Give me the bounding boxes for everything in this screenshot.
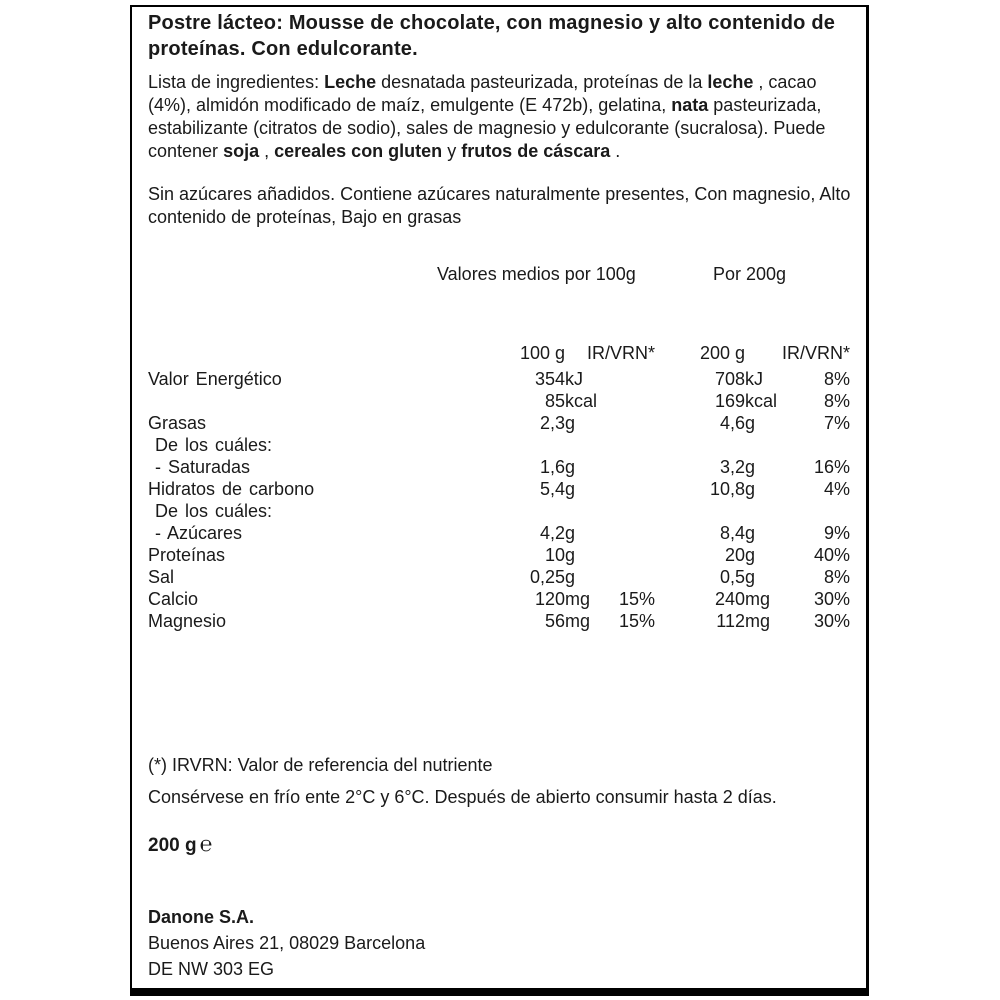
value-100g-unit: mg <box>565 611 591 631</box>
ingredients-paragraph <box>148 71 854 163</box>
irvrn-footnote: (*) IRVRN: Valor de referencia del nutriente <box>148 755 493 775</box>
ingredients-text: , cacao (4%), almidón modificado de maíz, emulgente (E 472b), gelatina, <box>148 72 817 115</box>
nutrient-label <box>132 390 442 412</box>
value-100g-unit: g <box>565 457 576 477</box>
value-100g-number: 4,2 <box>539 523 565 543</box>
value-100g-unit: kJ <box>565 369 583 389</box>
value-200g-number: 3,2 <box>719 457 745 477</box>
value-100g-number <box>442 434 565 456</box>
allergen-bold-text: leche <box>707 72 754 92</box>
value-200g-unit <box>745 434 781 456</box>
allergen-bold-text: Leche <box>324 72 377 92</box>
ingredients-text: , <box>259 141 275 161</box>
nutrition-row <box>132 566 866 588</box>
product-title: Postre lácteo: Mousse de chocolate, con magnesio y alto contenido de proteínas. Con edulcorante. <box>148 12 836 60</box>
value-200g-unit: g <box>745 523 756 543</box>
irvrn-100g-percent <box>605 412 655 434</box>
irvrn-200g-percent: 40% <box>813 545 850 565</box>
ingredients-text: y <box>442 141 462 161</box>
value-200g-number <box>655 500 745 522</box>
value-200g-unit: g <box>745 545 756 565</box>
irvrn-200g-percent: 8% <box>823 567 850 587</box>
irvrn-100g-percent <box>605 522 655 544</box>
nutrition-row <box>132 610 866 632</box>
value-200g-unit: g <box>745 567 756 587</box>
allergen-bold-text: cereales con gluten <box>274 141 443 161</box>
irvrn-200g-percent: 9% <box>823 523 850 543</box>
irvrn-200g-percent: 30% <box>813 611 850 631</box>
value-200g-unit <box>745 500 781 522</box>
allergen-bold-text: nata <box>671 95 709 115</box>
value-100g-unit: g <box>565 545 576 565</box>
estimated-sign: ℮ <box>199 833 213 856</box>
nutrient-label: Calcio <box>148 589 199 609</box>
allergen-bold-text: soja <box>223 141 260 161</box>
value-200g-number: 0,5 <box>719 567 745 587</box>
allergen-bold-text: frutos de cáscara <box>461 141 611 161</box>
nutrition-row <box>132 456 866 478</box>
value-200g-unit: kcal <box>745 391 778 411</box>
header-irvrn-100g: IR/VRN* <box>586 343 655 363</box>
nutrient-label: Magnesio <box>148 611 227 631</box>
ingredients-text: desnatada pasteurizada, proteínas de la <box>376 72 708 92</box>
nutrient-label: Proteínas <box>148 545 226 565</box>
nutrient-label: - Azúcares <box>155 523 243 543</box>
nutrient-label: De los cuáles: <box>155 435 273 455</box>
nutrition-row <box>132 588 866 610</box>
nutrition-row <box>132 412 866 434</box>
irvrn-200g-percent: 8% <box>823 369 850 389</box>
nutrient-label: Valor Energético <box>148 369 282 389</box>
irvrn-200g-percent: 8% <box>823 391 850 411</box>
value-200g-number <box>655 434 745 456</box>
per-200g-group-header: Por 200g <box>713 264 787 284</box>
nutrition-row <box>132 368 866 390</box>
claims-paragraph: Sin azúcares añadidos. Contiene azúcares naturalmente presentes, Con magnesio, Alto contenido de proteínas, Bajo en grasas <box>148 184 851 227</box>
per-100g-group-header: Valores medios por 100g <box>437 264 636 284</box>
irvrn-200g-percent <box>781 434 850 456</box>
value-200g-number: 20 <box>724 545 745 565</box>
value-100g-unit: g <box>565 523 576 543</box>
manufacturer-address: Buenos Aires 21, 08029 Barcelona <box>148 933 426 953</box>
irvrn-200g-percent: 4% <box>823 479 850 499</box>
value-200g-number: 8,4 <box>719 523 745 543</box>
irvrn-100g-percent <box>605 368 655 390</box>
value-200g-unit: g <box>745 457 756 477</box>
value-200g-number: 10,8 <box>709 479 745 499</box>
value-100g-unit <box>565 500 605 522</box>
value-100g-unit: g <box>565 479 576 499</box>
value-200g-unit: mg <box>745 611 771 631</box>
nutrition-table <box>132 343 866 632</box>
value-100g-number <box>442 500 565 522</box>
value-100g-number: 120 <box>534 589 565 609</box>
irvrn-100g-percent <box>605 390 655 412</box>
nutrition-header-row <box>132 343 866 368</box>
header-irvrn-200g: IR/VRN* <box>781 343 850 363</box>
value-200g-unit: mg <box>745 589 771 609</box>
irvrn-100g-percent <box>605 478 655 500</box>
irvrn-100g-percent: 15% <box>618 589 655 609</box>
ingredients-text: Lista de ingredientes: <box>148 72 325 92</box>
nutrient-label: Sal <box>148 567 175 587</box>
value-200g-unit: g <box>745 479 756 499</box>
irvrn-100g-percent <box>605 456 655 478</box>
nutrition-row <box>132 544 866 566</box>
nutrient-label: - Saturadas <box>155 457 251 477</box>
storage-instructions: Consérvese en frío ente 2°C y 6°C. Después de abierto consumir hasta 2 días. <box>148 787 777 807</box>
manufacturer-name: Danone S.A. <box>148 907 255 927</box>
value-200g-number: 169 <box>714 391 745 411</box>
header-amount-200g: 200 g <box>699 343 745 363</box>
irvrn-100g-percent <box>605 434 655 456</box>
value-200g-number: 708 <box>714 369 745 389</box>
manufacturer-code: DE NW 303 EG <box>148 959 275 979</box>
value-100g-unit: g <box>565 413 576 433</box>
nutrition-row <box>132 500 866 522</box>
value-200g-unit: g <box>745 413 756 433</box>
label-border-box <box>130 5 869 996</box>
net-weight-value: 200 g <box>148 835 197 856</box>
value-100g-number: 354 <box>534 369 565 389</box>
value-100g-unit: kcal <box>565 391 598 411</box>
value-100g-number: 85 <box>544 391 565 411</box>
value-200g-number: 240 <box>714 589 745 609</box>
manufacturer-block <box>148 904 425 982</box>
ingredients-text: . <box>610 141 621 161</box>
net-weight <box>148 833 212 857</box>
value-100g-unit <box>565 434 605 456</box>
header-amount-100g: 100 g <box>519 343 565 363</box>
nutrient-label: Grasas <box>148 413 207 433</box>
value-100g-number: 5,4 <box>539 479 565 499</box>
value-200g-unit: kJ <box>745 369 763 389</box>
value-100g-unit: mg <box>565 589 591 609</box>
nutrition-row <box>132 522 866 544</box>
nutrition-row <box>132 478 866 500</box>
nutrient-label: Hidratos de carbono <box>148 479 315 499</box>
irvrn-200g-percent: 30% <box>813 589 850 609</box>
nutrition-row <box>132 434 866 456</box>
value-200g-number: 112 <box>716 611 745 631</box>
irvrn-200g-percent: 16% <box>813 457 850 477</box>
value-100g-number: 2,3 <box>539 413 565 433</box>
header-spacer <box>132 343 442 368</box>
irvrn-100g-percent <box>605 544 655 566</box>
nutrient-label: De los cuáles: <box>155 501 273 521</box>
value-100g-number: 10 <box>544 545 565 565</box>
value-100g-unit: g <box>565 567 576 587</box>
irvrn-100g-percent <box>605 566 655 588</box>
irvrn-100g-percent: 15% <box>618 611 655 631</box>
value-100g-number: 0,25 <box>529 567 565 587</box>
nutrition-row <box>132 390 866 412</box>
irvrn-100g-percent <box>605 500 655 522</box>
irvrn-200g-percent <box>781 500 850 522</box>
ingredients-text: pasteurizada, estabilizante (citratos de sodio), sales de magnesio y edulcorante (sucralosa). Puede contener <box>148 95 826 161</box>
value-100g-number: 56 <box>544 611 565 631</box>
irvrn-200g-percent: 7% <box>823 413 850 433</box>
value-100g-number: 1,6 <box>539 457 565 477</box>
value-200g-number: 4,6 <box>719 413 745 433</box>
